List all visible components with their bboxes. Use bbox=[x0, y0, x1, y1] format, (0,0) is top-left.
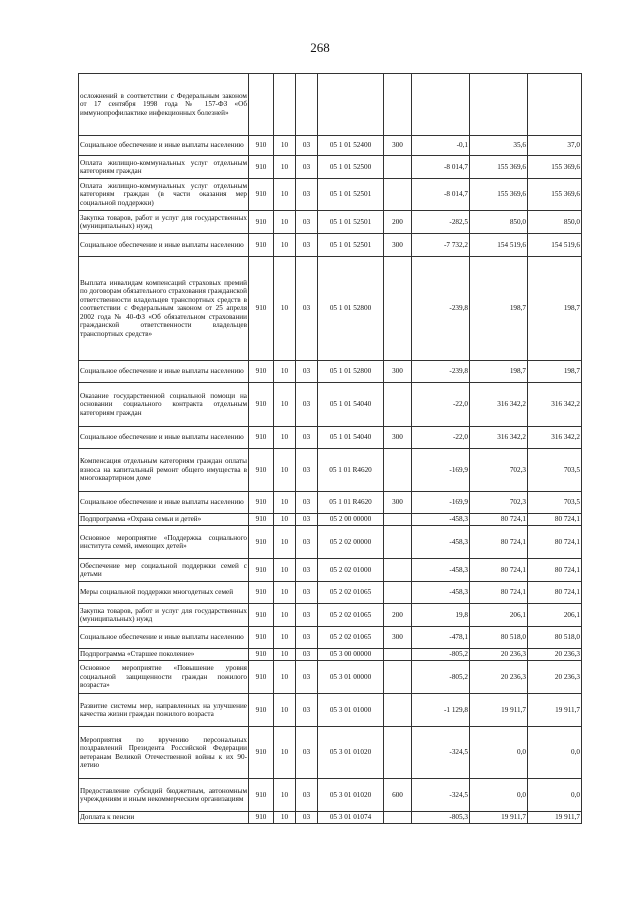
row-name: Социальное обеспечение и иные выплаты населению bbox=[79, 136, 249, 156]
row-vr bbox=[384, 156, 412, 179]
row-grbs: 910 bbox=[249, 649, 274, 661]
row-grbs: 910 bbox=[249, 559, 274, 582]
row-rz: 10 bbox=[274, 257, 296, 361]
row-csr: 05 1 01 52501 bbox=[318, 179, 384, 211]
row-vr bbox=[384, 694, 412, 727]
row-value-1: -169,9 bbox=[412, 449, 470, 492]
row-csr: 05 3 01 01000 bbox=[318, 694, 384, 727]
table-row bbox=[79, 361, 582, 383]
row-rz: 10 bbox=[274, 449, 296, 492]
row-name: Выплата инвалидам компенсаций страховых премий по договорам обязательного страхования гражданской ответственности владельцев транспортных средств в соответствии с Федеральным законом от 25 апреля 2002 года № 40-ФЗ «Об обязательном страховании гражданской ответственности владельцев транспортных средств» bbox=[79, 257, 249, 361]
row-value-3: 80 724,1 bbox=[528, 559, 582, 582]
row-pr: 03 bbox=[296, 361, 318, 383]
row-value-3: 19 911,7 bbox=[528, 812, 582, 824]
table-row bbox=[79, 211, 582, 234]
row-value-2: 20 236,3 bbox=[470, 649, 528, 661]
row-rz: 10 bbox=[274, 492, 296, 514]
row-rz: 10 bbox=[274, 627, 296, 649]
row-csr: 05 1 01 52800 bbox=[318, 361, 384, 383]
row-value-2: 702,3 bbox=[470, 492, 528, 514]
row-name: Основное мероприятие «Поддержка социального института семей, имеющих детей» bbox=[79, 526, 249, 559]
row-pr: 03 bbox=[296, 156, 318, 179]
row-pr: 03 bbox=[296, 211, 318, 234]
row-rz: 10 bbox=[274, 211, 296, 234]
row-pr: 03 bbox=[296, 582, 318, 604]
row-vr bbox=[384, 649, 412, 661]
row-grbs: 910 bbox=[249, 136, 274, 156]
row-pr bbox=[296, 74, 318, 136]
row-vr: 300 bbox=[384, 361, 412, 383]
row-vr bbox=[384, 257, 412, 361]
row-value-1: 19,8 bbox=[412, 604, 470, 627]
row-grbs: 910 bbox=[249, 514, 274, 526]
row-vr: 600 bbox=[384, 779, 412, 812]
row-value-2: 80 724,1 bbox=[470, 559, 528, 582]
row-pr: 03 bbox=[296, 649, 318, 661]
row-csr: 05 2 02 01065 bbox=[318, 604, 384, 627]
table-row bbox=[79, 257, 582, 361]
row-vr bbox=[384, 449, 412, 492]
table-row bbox=[79, 74, 582, 136]
row-vr: 200 bbox=[384, 211, 412, 234]
table-row bbox=[79, 559, 582, 582]
table-row bbox=[79, 779, 582, 812]
row-vr bbox=[384, 514, 412, 526]
row-grbs: 910 bbox=[249, 694, 274, 727]
row-rz: 10 bbox=[274, 526, 296, 559]
row-grbs: 910 bbox=[249, 257, 274, 361]
row-vr bbox=[384, 74, 412, 136]
row-value-1: -458,3 bbox=[412, 559, 470, 582]
row-name: Оплата жилищно-коммунальных услуг отдельным категориям граждан bbox=[79, 156, 249, 179]
row-grbs: 910 bbox=[249, 727, 274, 779]
row-name: Компенсация отдельным категориям граждан оплаты взноса на капитальный ремонт общего имущества в многоквартирном доме bbox=[79, 449, 249, 492]
row-name: Социальное обеспечение и иные выплаты населению bbox=[79, 492, 249, 514]
row-grbs: 910 bbox=[249, 234, 274, 257]
row-pr: 03 bbox=[296, 514, 318, 526]
row-name: Оплата жилищно-коммунальных услуг отдельным категориям граждан (в части оказания мер социальной поддержки) bbox=[79, 179, 249, 211]
row-csr bbox=[318, 74, 384, 136]
row-csr: 05 1 01 54040 bbox=[318, 427, 384, 449]
row-grbs: 910 bbox=[249, 779, 274, 812]
row-pr: 03 bbox=[296, 661, 318, 694]
row-rz: 10 bbox=[274, 427, 296, 449]
row-grbs: 910 bbox=[249, 582, 274, 604]
row-value-1: -7 732,2 bbox=[412, 234, 470, 257]
row-grbs: 910 bbox=[249, 211, 274, 234]
row-value-2: 35,6 bbox=[470, 136, 528, 156]
row-grbs: 910 bbox=[249, 492, 274, 514]
row-value-1: -805,3 bbox=[412, 812, 470, 824]
row-rz: 10 bbox=[274, 812, 296, 824]
row-value-2: 0,0 bbox=[470, 779, 528, 812]
row-name: Обеспечение мер социальной поддержки семей с детьми bbox=[79, 559, 249, 582]
row-csr: 05 3 01 00000 bbox=[318, 661, 384, 694]
row-vr bbox=[384, 661, 412, 694]
row-value-3: 316 342,2 bbox=[528, 427, 582, 449]
row-rz: 10 bbox=[274, 136, 296, 156]
table-row bbox=[79, 234, 582, 257]
row-value-3: 198,7 bbox=[528, 361, 582, 383]
row-value-3: 80 724,1 bbox=[528, 526, 582, 559]
row-rz: 10 bbox=[274, 234, 296, 257]
row-vr bbox=[384, 582, 412, 604]
table-row bbox=[79, 604, 582, 627]
row-pr: 03 bbox=[296, 727, 318, 779]
row-name: Подпрограмма «Старшее поколение» bbox=[79, 649, 249, 661]
row-value-3: 80 724,1 bbox=[528, 514, 582, 526]
row-name: Подпрограмма «Охрана семьи и детей» bbox=[79, 514, 249, 526]
row-rz: 10 bbox=[274, 514, 296, 526]
row-grbs bbox=[249, 74, 274, 136]
row-value-1: -458,3 bbox=[412, 582, 470, 604]
row-rz: 10 bbox=[274, 727, 296, 779]
row-value-2: 206,1 bbox=[470, 604, 528, 627]
table-row bbox=[79, 526, 582, 559]
row-value-1: -805,2 bbox=[412, 661, 470, 694]
row-value-2: 0,0 bbox=[470, 727, 528, 779]
row-value-2: 198,7 bbox=[470, 361, 528, 383]
row-csr: 05 1 01 52400 bbox=[318, 136, 384, 156]
row-value-3: 206,1 bbox=[528, 604, 582, 627]
row-pr: 03 bbox=[296, 427, 318, 449]
row-pr: 03 bbox=[296, 383, 318, 427]
row-value-2: 19 911,7 bbox=[470, 694, 528, 727]
row-pr: 03 bbox=[296, 449, 318, 492]
row-value-1: -169,9 bbox=[412, 492, 470, 514]
row-rz: 10 bbox=[274, 383, 296, 427]
row-vr bbox=[384, 559, 412, 582]
row-value-2: 155 369,6 bbox=[470, 156, 528, 179]
page-number: 268 bbox=[310, 40, 330, 55]
row-grbs: 910 bbox=[249, 661, 274, 694]
row-name: Оказание государственной социальной помощи на основании социального контракта отдельным категориям граждан bbox=[79, 383, 249, 427]
row-csr: 05 2 02 01000 bbox=[318, 559, 384, 582]
row-csr: 05 1 01 R4620 bbox=[318, 449, 384, 492]
row-value-1: -22,0 bbox=[412, 427, 470, 449]
row-pr: 03 bbox=[296, 257, 318, 361]
table-body bbox=[79, 74, 582, 824]
row-rz: 10 bbox=[274, 649, 296, 661]
row-value-1: -239,8 bbox=[412, 361, 470, 383]
row-value-3: 198,7 bbox=[528, 257, 582, 361]
row-vr bbox=[384, 526, 412, 559]
row-rz: 10 bbox=[274, 559, 296, 582]
row-value-2: 154 519,6 bbox=[470, 234, 528, 257]
row-vr: 300 bbox=[384, 136, 412, 156]
row-value-2: 702,3 bbox=[470, 449, 528, 492]
row-value-3: 80 518,0 bbox=[528, 627, 582, 649]
row-pr: 03 bbox=[296, 492, 318, 514]
row-grbs: 910 bbox=[249, 383, 274, 427]
row-value-2: 316 342,2 bbox=[470, 383, 528, 427]
row-grbs: 910 bbox=[249, 604, 274, 627]
row-value-2: 198,7 bbox=[470, 257, 528, 361]
row-vr: 200 bbox=[384, 604, 412, 627]
row-vr: 300 bbox=[384, 627, 412, 649]
row-value-2: 80 724,1 bbox=[470, 514, 528, 526]
row-value-2: 19 911,7 bbox=[470, 812, 528, 824]
row-name: Социальное обеспечение и иные выплаты населению bbox=[79, 361, 249, 383]
row-csr: 05 2 02 01065 bbox=[318, 627, 384, 649]
row-value-1: -0,1 bbox=[412, 136, 470, 156]
row-value-3: 0,0 bbox=[528, 779, 582, 812]
row-name: Меры социальной поддержки многодетных семей bbox=[79, 582, 249, 604]
table-row bbox=[79, 649, 582, 661]
row-vr: 300 bbox=[384, 492, 412, 514]
table-row bbox=[79, 179, 582, 211]
row-value-3: 850,0 bbox=[528, 211, 582, 234]
row-vr: 300 bbox=[384, 234, 412, 257]
table-row bbox=[79, 727, 582, 779]
row-pr: 03 bbox=[296, 136, 318, 156]
row-vr: 300 bbox=[384, 427, 412, 449]
row-pr: 03 bbox=[296, 234, 318, 257]
row-name: Социальное обеспечение и иные выплаты населению bbox=[79, 234, 249, 257]
row-grbs: 910 bbox=[249, 427, 274, 449]
row-value-2 bbox=[470, 74, 528, 136]
row-pr: 03 bbox=[296, 779, 318, 812]
row-value-2: 80 724,1 bbox=[470, 526, 528, 559]
row-csr: 05 3 00 00000 bbox=[318, 649, 384, 661]
row-csr: 05 2 02 01065 bbox=[318, 582, 384, 604]
row-rz: 10 bbox=[274, 779, 296, 812]
row-value-3: 0,0 bbox=[528, 727, 582, 779]
row-rz: 10 bbox=[274, 661, 296, 694]
table-row bbox=[79, 383, 582, 427]
table-row bbox=[79, 627, 582, 649]
row-value-2: 850,0 bbox=[470, 211, 528, 234]
table-row bbox=[79, 661, 582, 694]
table-row bbox=[79, 492, 582, 514]
row-vr bbox=[384, 727, 412, 779]
row-pr: 03 bbox=[296, 627, 318, 649]
row-value-3: 155 369,6 bbox=[528, 179, 582, 211]
row-grbs: 910 bbox=[249, 812, 274, 824]
row-value-1: -1 129,8 bbox=[412, 694, 470, 727]
row-csr: 05 2 02 00000 bbox=[318, 526, 384, 559]
row-value-1: -324,5 bbox=[412, 779, 470, 812]
row-csr: 05 1 01 54040 bbox=[318, 383, 384, 427]
row-grbs: 910 bbox=[249, 156, 274, 179]
row-grbs: 910 bbox=[249, 361, 274, 383]
row-pr: 03 bbox=[296, 812, 318, 824]
row-csr: 05 2 00 00000 bbox=[318, 514, 384, 526]
row-value-1: -478,1 bbox=[412, 627, 470, 649]
row-name: Социальное обеспечение и иные выплаты населению bbox=[79, 627, 249, 649]
row-rz: 10 bbox=[274, 361, 296, 383]
row-rz: 10 bbox=[274, 582, 296, 604]
row-pr: 03 bbox=[296, 604, 318, 627]
row-rz bbox=[274, 74, 296, 136]
row-pr: 03 bbox=[296, 179, 318, 211]
row-csr: 05 1 01 52501 bbox=[318, 234, 384, 257]
row-value-1: -458,3 bbox=[412, 514, 470, 526]
row-value-3: 155 369,6 bbox=[528, 156, 582, 179]
row-value-3: 316 342,2 bbox=[528, 383, 582, 427]
table-row bbox=[79, 812, 582, 824]
budget-table bbox=[78, 73, 582, 824]
row-csr: 05 1 01 R4620 bbox=[318, 492, 384, 514]
table-row bbox=[79, 136, 582, 156]
row-rz: 10 bbox=[274, 604, 296, 627]
table-row bbox=[79, 427, 582, 449]
row-value-3: 80 724,1 bbox=[528, 582, 582, 604]
row-name: Основное мероприятие «Повышение уровня социальной защищенности граждан пожилого возраста» bbox=[79, 661, 249, 694]
row-value-3: 37,0 bbox=[528, 136, 582, 156]
row-name: Доплата к пенсии bbox=[79, 812, 249, 824]
row-value-3 bbox=[528, 74, 582, 136]
row-csr: 05 3 01 01020 bbox=[318, 727, 384, 779]
row-value-2: 20 236,3 bbox=[470, 661, 528, 694]
table-row bbox=[79, 514, 582, 526]
row-csr: 05 3 01 01074 bbox=[318, 812, 384, 824]
row-pr: 03 bbox=[296, 526, 318, 559]
row-grbs: 910 bbox=[249, 526, 274, 559]
row-csr: 05 3 01 01020 bbox=[318, 779, 384, 812]
row-value-3: 20 236,3 bbox=[528, 661, 582, 694]
row-value-3: 703,5 bbox=[528, 492, 582, 514]
row-value-1: -282,5 bbox=[412, 211, 470, 234]
row-value-1 bbox=[412, 74, 470, 136]
row-rz: 10 bbox=[274, 694, 296, 727]
row-pr: 03 bbox=[296, 559, 318, 582]
row-csr: 05 1 01 52500 bbox=[318, 156, 384, 179]
table-row bbox=[79, 449, 582, 492]
row-value-1: -8 014,7 bbox=[412, 156, 470, 179]
row-vr bbox=[384, 383, 412, 427]
row-rz: 10 bbox=[274, 179, 296, 211]
row-value-2: 316 342,2 bbox=[470, 427, 528, 449]
row-value-1: -458,3 bbox=[412, 526, 470, 559]
row-name: Развитие системы мер, направленных на улучшение качества жизни граждан пожилого возраста bbox=[79, 694, 249, 727]
row-value-3: 154 519,6 bbox=[528, 234, 582, 257]
row-name: Социальное обеспечение и иные выплаты населению bbox=[79, 427, 249, 449]
row-name: Мероприятия по вручению персональных поздравлений Президента Российской Федерации ветеранам Великой Отечественной войны к их 90-летию bbox=[79, 727, 249, 779]
row-grbs: 910 bbox=[249, 449, 274, 492]
row-vr bbox=[384, 179, 412, 211]
table-row bbox=[79, 694, 582, 727]
row-vr bbox=[384, 812, 412, 824]
row-value-1: -239,8 bbox=[412, 257, 470, 361]
row-value-1: -324,5 bbox=[412, 727, 470, 779]
row-value-3: 703,5 bbox=[528, 449, 582, 492]
row-value-1: -805,2 bbox=[412, 649, 470, 661]
table-row bbox=[79, 156, 582, 179]
row-name: Закупка товаров, работ и услуг для государственных (муниципальных) нужд bbox=[79, 211, 249, 234]
table-row bbox=[79, 582, 582, 604]
row-value-1: -8 014,7 bbox=[412, 179, 470, 211]
row-name: осложнений в соответствии с Федеральным законом от 17 сентября 1998 года № 157-ФЗ «Об иммунопрофилактике инфекционных болезней» bbox=[79, 74, 249, 136]
row-value-3: 20 236,3 bbox=[528, 649, 582, 661]
row-name: Закупка товаров, работ и услуг для государственных (муниципальных) нужд bbox=[79, 604, 249, 627]
row-name: Предоставление субсидий бюджетным, автономным учреждениям и иным некоммерческим организациям bbox=[79, 779, 249, 812]
row-csr: 05 1 01 52800 bbox=[318, 257, 384, 361]
row-grbs: 910 bbox=[249, 627, 274, 649]
row-csr: 05 1 01 52501 bbox=[318, 211, 384, 234]
row-rz: 10 bbox=[274, 156, 296, 179]
row-value-2: 80 724,1 bbox=[470, 582, 528, 604]
row-value-3: 19 911,7 bbox=[528, 694, 582, 727]
row-pr: 03 bbox=[296, 694, 318, 727]
row-value-1: -22,0 bbox=[412, 383, 470, 427]
row-value-2: 80 518,0 bbox=[470, 627, 528, 649]
row-value-2: 155 369,6 bbox=[470, 179, 528, 211]
row-grbs: 910 bbox=[249, 179, 274, 211]
